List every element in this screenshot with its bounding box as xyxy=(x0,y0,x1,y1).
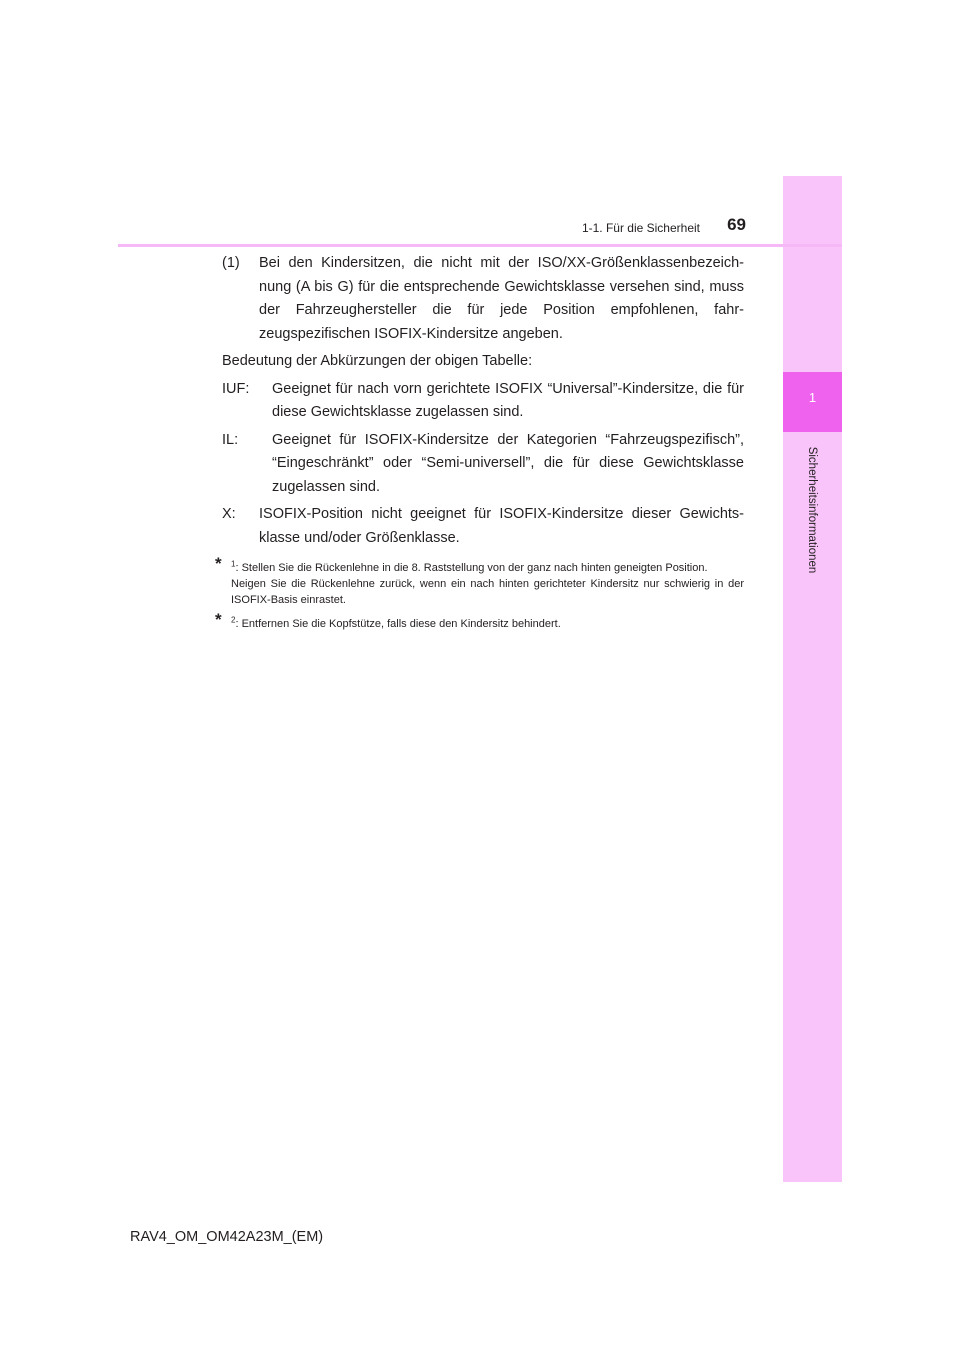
chapter-number: 1 xyxy=(808,390,817,405)
definition-il xyxy=(222,429,744,500)
footnotes xyxy=(215,554,744,632)
section-title: 1-1. Für die Sicherheit xyxy=(581,221,700,235)
page-content xyxy=(215,252,744,632)
definition-label: X: xyxy=(222,506,236,522)
definition-label: IL: xyxy=(222,431,239,448)
definition-x xyxy=(222,503,744,550)
footnote-star: * xyxy=(215,610,222,629)
definition-text: Geeignet für ISOFIX-Kindersitze der Kategorien “Fahrzeugspezifisch”, “Eingeschränkt” oder “Semi-universell”, die für diese Gewichtsklasse zugelassen sind. xyxy=(272,431,744,495)
definition-text: Geeignet für nach vorn gerichtete ISOFIX “Universal”-Kindersitze, die für diese Gewichtsklasse zugelassen sind. xyxy=(272,380,744,420)
side-tab xyxy=(783,176,842,1182)
footnote-text-continued: Neigen Sie die Rückenlehne zurück, wenn ein nach hinten gerichteter Kindersitz nur schwierig in der ISOFIX-Basis einrastet. xyxy=(231,578,744,606)
footnote-2 xyxy=(215,610,744,632)
numbered-item-1 xyxy=(222,252,744,346)
abbreviations-heading: Bedeutung der Abkürzungen der obigen Tabelle: xyxy=(222,353,533,369)
footnote-number: 1 xyxy=(231,559,236,569)
footnote-text: : Entfernen Sie die Kopfstütze, falls diese den Kindersitz behindert. xyxy=(235,618,561,630)
header-rule xyxy=(118,244,842,247)
definition-text: ISOFIX-Position nicht geeignet für ISOFIX-Kindersitze dieser Gewichts-klasse und/oder Größenklasse. xyxy=(259,506,744,546)
footnote-text: : Stellen Sie die Rückenlehne in die 8. Raststellung von der ganz nach hinten geneigten Position. xyxy=(235,562,708,574)
document-id: RAV4_OM_OM42A23M_(EM) xyxy=(130,1229,324,1245)
definition-label: IUF: xyxy=(222,380,250,397)
definition-iuf xyxy=(222,378,744,425)
page-number: 69 xyxy=(727,215,746,234)
footnote-1 xyxy=(215,554,744,608)
chapter-name: Sicherheitsinformationen xyxy=(806,446,818,574)
footnote-star: * xyxy=(215,554,222,573)
footnote-number: 2 xyxy=(231,615,236,625)
item-label: (1) xyxy=(222,255,240,271)
item-text: Bei den Kindersitzen, die nicht mit der ISO/XX-Größenklassenbezeich-nung (A bis G) für die entsprechende Gewichtsklasse versehen sind, muss der Fahrzeughersteller die für jede Position empfohlenen, fahr-zeugspezifischen ISOFIX-Kindersitze angeben. xyxy=(259,255,744,342)
